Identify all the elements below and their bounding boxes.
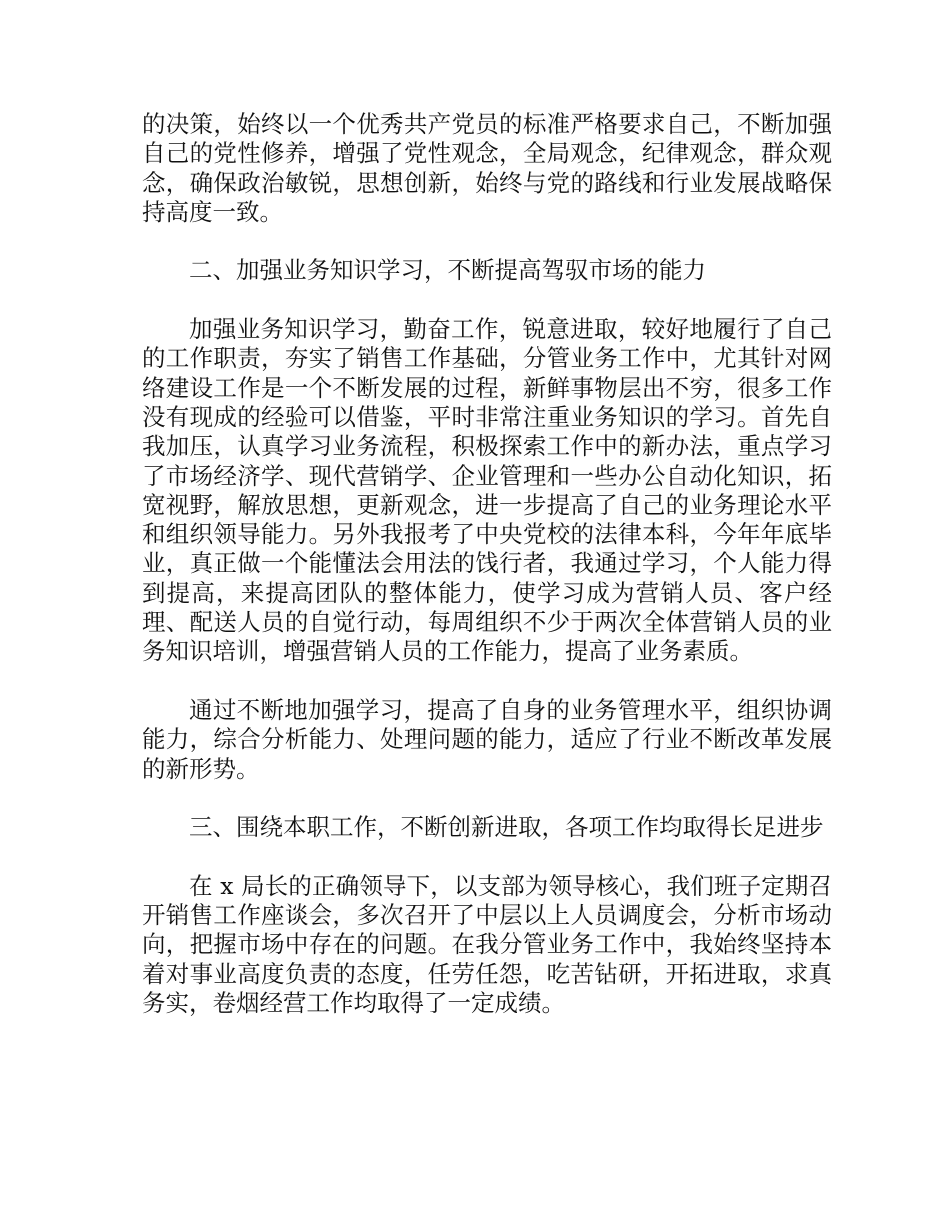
paragraph-study-result: 通过不断地加强学习，提高了自身的业务管理水平，组织协调能力，综合分析能力、处理问题的能力，适应了行业不断改革发展的新形势。 bbox=[142, 695, 832, 783]
document-page bbox=[142, 110, 832, 1048]
section-heading-3: 三、围绕本职工作，不断创新进取，各项工作均取得长足进步 bbox=[189, 813, 824, 842]
paragraph-study: 加强业务知识学习，勤奋工作，锐意进取，较好地履行了自己的工作职责，夯实了销售工作基础，分管业务工作中，尤其针对网络建设工作是一个不断发展的过程，新鲜事物层出不穷，很多工作没有现成的经验可以借鉴，平时非常注重业务知识的学习。首先自我加压，认真学习业务流程，积极探索工作中的新办法，重点学习了市场经济学、现代营销学、企业管理和一些办公自动化知识，拓宽视野，解放思想，更新观念，进一步提高了自己的业务理论水平和组织领导能力。另外我报考了中央党校的法律本科，今年年底毕业，真正做一个能懂法会用法的饯行者，我通过学习，个人能力得到提高，来提高团队的整体能力，使学习成为营销人员、客户经理、配送人员的自觉行动，每周组织不少于两次全体营销人员的业务知识培训，增强营销人员的工作能力，提高了业务素质。 bbox=[142, 315, 832, 666]
paragraph-leadership: 在 x 局长的正确领导下，以支部为领导核心，我们班子定期召开销售工作座谈会，多次召开了中层以上人员调度会，分析市场动向，把握市场中存在的问题。在我分管业务工作中，我始终坚持本着对事业高度负责的态度，任劳任怨，吃苦钻研，开拓进取，求真务实，卷烟经营工作均取得了一定成绩。 bbox=[142, 871, 832, 1017]
section-heading-2: 二、加强业务知识学习，不断提高驾驭市场的能力 bbox=[189, 256, 706, 285]
paragraph-continuation: 的决策，始终以一个优秀共产党员的标准严格要求自己，不断加强自己的党性修养，增强了党性观念，全局观念，纪律观念，群众观念，确保政治敏锐，思想创新，始终与党的路线和行业发展战略保持高度一致。 bbox=[142, 110, 832, 226]
